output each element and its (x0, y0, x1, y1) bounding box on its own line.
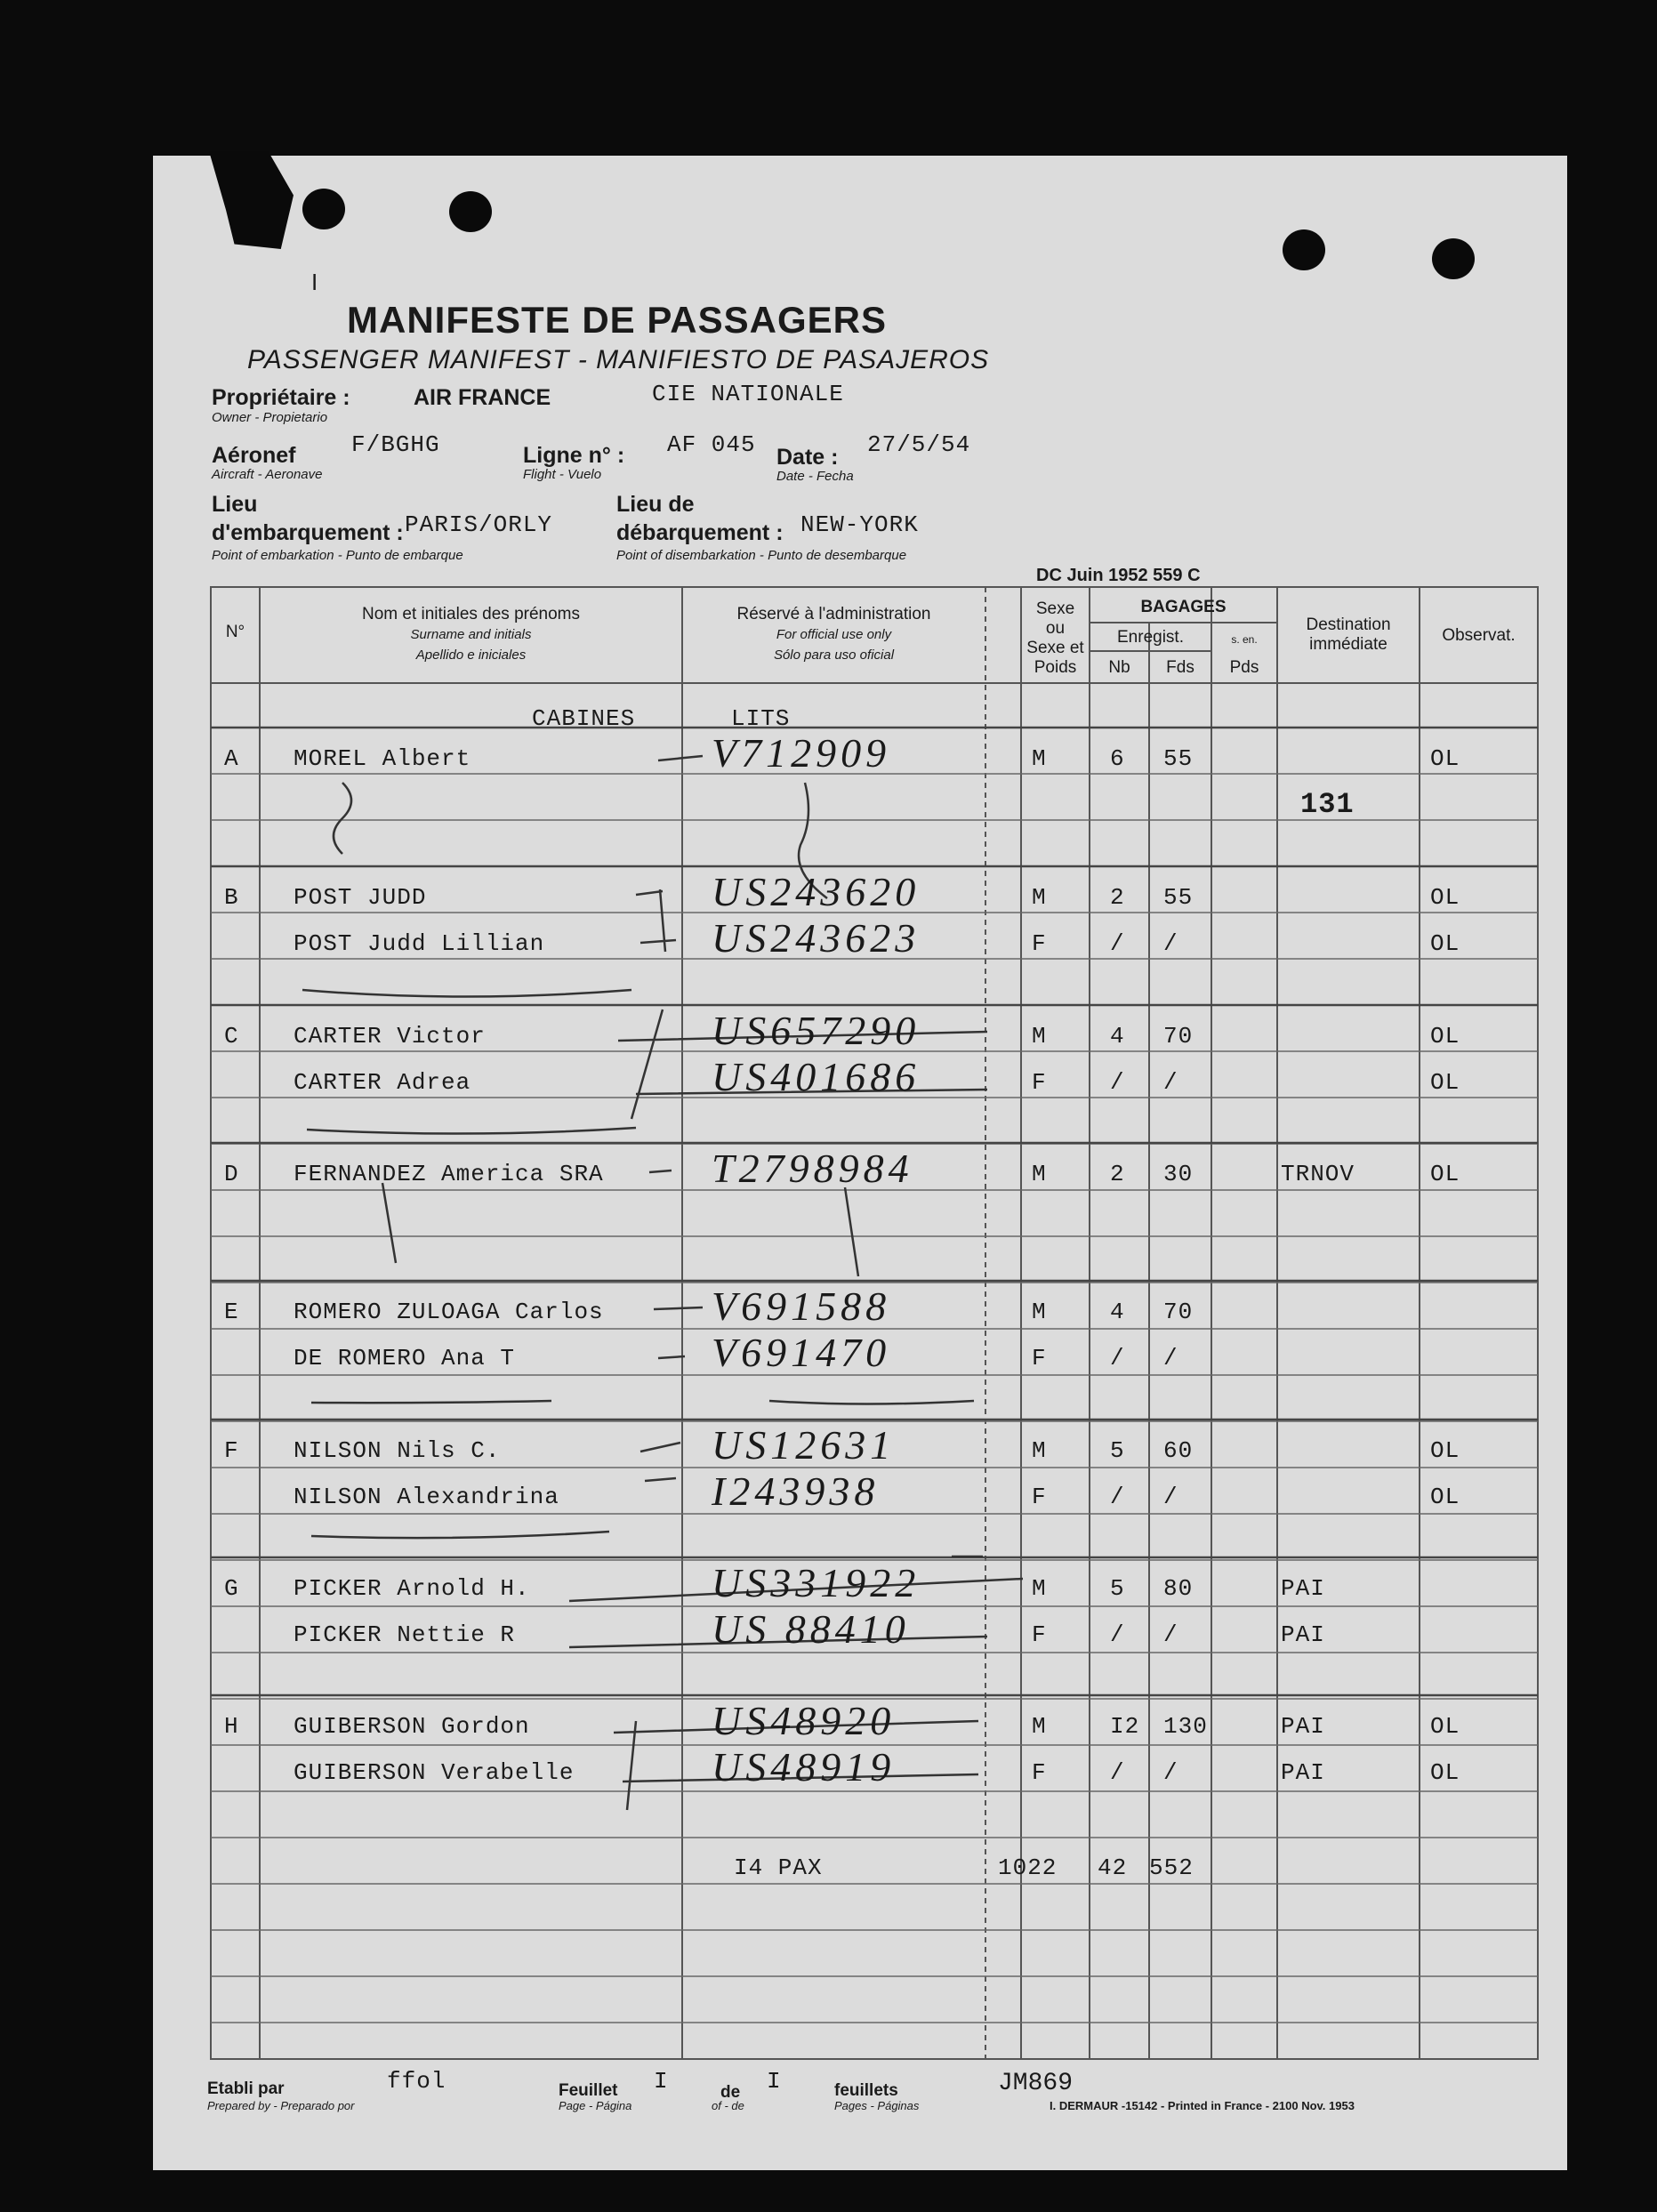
baggage-weight: / (1163, 930, 1178, 957)
passport-number: V691470 (712, 1330, 891, 1375)
group-letter: G (224, 1575, 239, 1602)
baggage-weight: 60 (1163, 1437, 1194, 1464)
baggage-count: / (1110, 1759, 1125, 1786)
col-baggage: BAGAGES (1140, 598, 1227, 616)
of-value: I (767, 2068, 782, 2095)
col-nb: Nb (1108, 658, 1130, 677)
col-pds: Pds (1229, 658, 1259, 677)
baggage-weight: 80 (1163, 1575, 1194, 1602)
passenger-name: FERNANDEZ America SRA (294, 1161, 604, 1187)
sheets-label: feuillets (834, 2081, 898, 2100)
baggage-weight: 55 (1163, 884, 1194, 911)
passenger-sex: M (1032, 1713, 1047, 1740)
passport-number: US48920 (712, 1698, 896, 1743)
passenger-name: MOREL Albert (294, 745, 471, 772)
passenger-sex: M (1032, 745, 1047, 772)
baggage-count: 4 (1110, 1299, 1125, 1325)
passport-number: T2798984 (712, 1146, 913, 1191)
col-name: Nom et initiales des prénoms Surname and initials Apellido e iniciales (362, 605, 580, 663)
passport-number: V691588 (712, 1283, 891, 1329)
destination: PAI (1281, 1713, 1325, 1740)
form-code: DC Juin 1952 559 C (1036, 566, 1201, 585)
passenger-sex: F (1032, 1484, 1047, 1510)
group-note: 131 (1300, 788, 1355, 821)
aircraft-value: F/BGHG (351, 431, 440, 458)
passenger-sex: M (1032, 1299, 1047, 1325)
passenger-name: NILSON Nils C. (294, 1437, 501, 1464)
section-numeral: I (311, 269, 318, 295)
passport-number: US331922 (712, 1560, 921, 1605)
of-label: de (720, 2083, 741, 2102)
baggage-count: 5 (1110, 1575, 1125, 1602)
passport-number: I243938 (712, 1468, 880, 1514)
baggage-weight: / (1163, 1484, 1178, 1510)
flight-sublabel: Flight - Vuelo (523, 467, 602, 482)
baggage-weight: 70 (1163, 1299, 1194, 1325)
page-title: MANIFESTE DE PASSAGERS (347, 299, 887, 341)
date-value: 27/5/54 (867, 431, 971, 458)
baggage-weight: 130 (1163, 1713, 1208, 1740)
date-label: Date : (776, 445, 839, 470)
disembark-label: Lieu de (616, 492, 695, 517)
destination: TRNOV (1281, 1161, 1355, 1187)
passport-number: V712909 (712, 730, 891, 776)
group-letter: C (224, 1023, 239, 1050)
col-registered: Enregist. (1117, 628, 1184, 647)
sheet-value: I (654, 2068, 669, 2095)
observation: OL (1430, 1437, 1460, 1464)
baggage-weight: / (1163, 1345, 1178, 1371)
destination: PAI (1281, 1621, 1325, 1648)
total-fds: 552 (1149, 1854, 1194, 1881)
baggage-count: 6 (1110, 745, 1125, 772)
passenger-name: GUIBERSON Gordon (294, 1713, 530, 1740)
embark-sublabel: Point of embarkation - Punto de embarque (212, 548, 463, 563)
col-observations: Observat. (1442, 626, 1516, 645)
owner-value: AIR FRANCE (414, 385, 551, 410)
aircraft-sublabel: Aircraft - Aeronave (212, 467, 323, 482)
destination: PAI (1281, 1575, 1325, 1602)
group-letter: A (224, 745, 239, 772)
observation: OL (1430, 1484, 1460, 1510)
observation: OL (1430, 884, 1460, 911)
col-fds: Fds (1166, 658, 1194, 677)
baggage-weight: 55 (1163, 745, 1194, 772)
disembark-sublabel: Point of disembarkation - Punto de desembarque (616, 548, 907, 563)
passenger-name: POST JUDD (294, 884, 427, 911)
embark-label: Lieu (212, 492, 258, 517)
passenger-sex: F (1032, 1069, 1047, 1096)
baggage-count: 2 (1110, 1161, 1125, 1187)
col-no: N° (225, 623, 245, 641)
group-letter: H (224, 1713, 239, 1740)
prepared-value: ffol (387, 2068, 446, 2095)
passenger-name: POST Judd Lillian (294, 930, 545, 957)
observation: OL (1430, 1713, 1460, 1740)
beds-label: LITS (731, 705, 791, 732)
passport-number: US 88410 (712, 1606, 910, 1652)
passport-number: US243620 (712, 869, 921, 914)
baggage-count: / (1110, 1621, 1125, 1648)
owner-label: Propriétaire : (212, 385, 350, 410)
passenger-sex: F (1032, 1759, 1047, 1786)
passenger-name: CARTER Victor (294, 1023, 486, 1050)
baggage-count: 2 (1110, 884, 1125, 911)
sheet-label: Feuillet (559, 2081, 618, 2100)
cabins-label: CABINES (532, 705, 636, 732)
col-admin: Réservé à l'administration For official use only Sólo para uso oficial (736, 605, 931, 663)
baggage-count: / (1110, 1345, 1125, 1371)
embark-value: PARIS/ORLY (405, 511, 553, 538)
passenger-name: NILSON Alexandrina (294, 1484, 559, 1510)
baggage-weight: / (1163, 1069, 1178, 1096)
prepared-sublabel: Prepared by - Preparado por (207, 2099, 355, 2112)
col-sex: Sexe ou Sexe et Poids (1026, 599, 1084, 677)
flight-label: Ligne n° : (523, 443, 625, 468)
col-destination: Destination immédiate (1306, 615, 1391, 654)
baggage-weight: / (1163, 1759, 1178, 1786)
passenger-name: DE ROMERO Ana T (294, 1345, 516, 1371)
observation: OL (1430, 1759, 1460, 1786)
passport-number: US243623 (712, 915, 921, 961)
passenger-name: CARTER Adrea (294, 1069, 471, 1096)
total-nb: 42 (1098, 1854, 1128, 1881)
sheets-sublabel: Pages - Páginas (834, 2099, 920, 2112)
total-weight: 1022 (998, 1854, 1058, 1881)
passport-number: US12631 (712, 1422, 896, 1468)
date-sublabel: Date - Fecha (776, 469, 854, 484)
passenger-sex: F (1032, 1621, 1047, 1648)
passport-number: US657290 (712, 1008, 921, 1053)
observation: OL (1430, 930, 1460, 957)
passenger-sex: M (1032, 1575, 1047, 1602)
baggage-count: I2 (1110, 1713, 1140, 1740)
printer-imprint: I. DERMAUR -15142 - Printed in France - 2100 Nov. 1953 (1050, 2099, 1355, 2112)
stamp-code: JM869 (998, 2070, 1074, 2097)
aircraft-label: Aéronef (212, 443, 296, 468)
passenger-name: PICKER Nettie R (294, 1621, 516, 1648)
passenger-name: ROMERO ZULOAGA Carlos (294, 1299, 604, 1325)
baggage-weight: 30 (1163, 1161, 1194, 1187)
passenger-sex: F (1032, 930, 1047, 957)
disembark-value: NEW-YORK (800, 511, 919, 538)
passenger-sex: M (1032, 1023, 1047, 1050)
passenger-sex: M (1032, 1161, 1047, 1187)
destination: PAI (1281, 1759, 1325, 1786)
passenger-sex: F (1032, 1345, 1047, 1371)
disembark-label-2: débarquement : (616, 520, 784, 545)
passport-number: US401686 (712, 1054, 921, 1099)
baggage-count: 5 (1110, 1437, 1125, 1464)
observation: OL (1430, 1069, 1460, 1096)
total-pax: I4 PAX (734, 1854, 823, 1881)
baggage-weight: / (1163, 1621, 1178, 1648)
passport-number: US48919 (712, 1744, 896, 1790)
group-letter: D (224, 1161, 239, 1187)
passenger-sex: M (1032, 884, 1047, 911)
passenger-name: PICKER Arnold H. (294, 1575, 530, 1602)
prepared-label: Etabli par (207, 2079, 285, 2098)
group-letter: B (224, 884, 239, 911)
owner-sublabel: Owner - Propietario (212, 410, 328, 425)
passenger-sex: M (1032, 1437, 1047, 1464)
col-unregistered: s. en. (1231, 633, 1258, 646)
owner-typed: CIE NATIONALE (652, 381, 844, 407)
embark-label-2: d'embarquement : (212, 520, 404, 545)
of-sublabel: of - de (712, 2099, 744, 2112)
baggage-count: / (1110, 1484, 1125, 1510)
passenger-name: GUIBERSON Verabelle (294, 1759, 575, 1786)
group-letter: F (224, 1437, 239, 1464)
page-subtitle: PASSENGER MANIFEST - MANIFIESTO DE PASAJEROS (247, 345, 990, 374)
baggage-count: 4 (1110, 1023, 1125, 1050)
group-letter: E (224, 1299, 239, 1325)
baggage-weight: 70 (1163, 1023, 1194, 1050)
baggage-count: / (1110, 1069, 1125, 1096)
sheet-sublabel: Page - Página (559, 2099, 632, 2112)
observation: OL (1430, 1161, 1460, 1187)
observation: OL (1430, 745, 1460, 772)
observation: OL (1430, 1023, 1460, 1050)
flight-value: AF 045 (667, 431, 756, 458)
baggage-count: / (1110, 930, 1125, 957)
